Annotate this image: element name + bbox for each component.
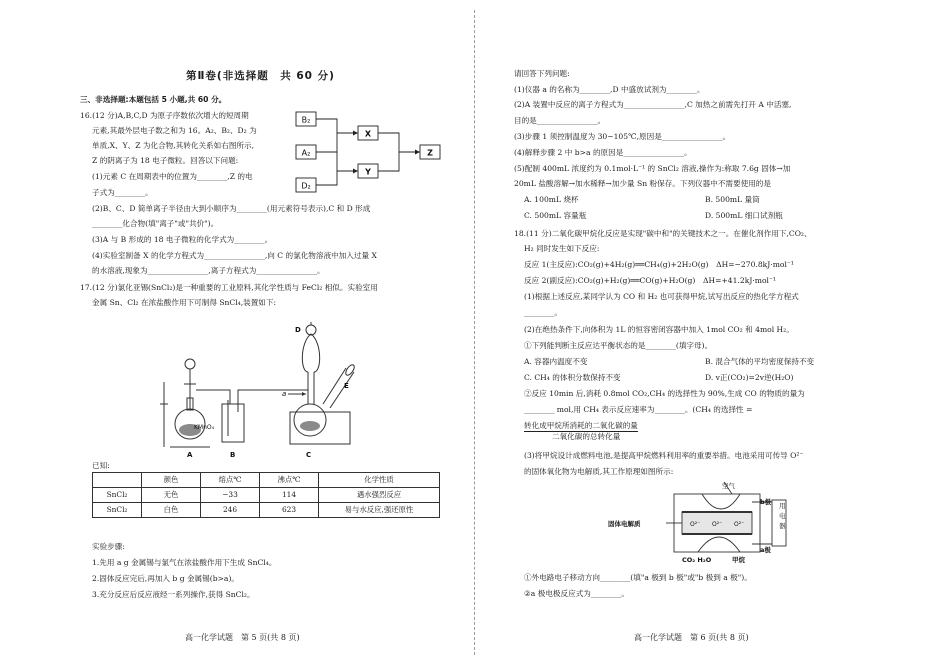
table-header: 沸点℃ bbox=[260, 473, 319, 488]
q17-question-line: 请回答下列问题: bbox=[514, 69, 570, 78]
fuel-cell-diagram bbox=[604, 480, 804, 568]
q16-line: 的水溶液,现象为________________,离子方程式为________________。 bbox=[92, 266, 325, 275]
apparatus-c-label: C bbox=[306, 451, 312, 458]
properties-table bbox=[92, 472, 440, 518]
page-divider bbox=[474, 10, 475, 655]
air-label: 空气 bbox=[722, 482, 735, 490]
table-header: 化学性质 bbox=[319, 473, 440, 488]
q16-line: 16.(12 分)A,B,C,D 为原子序数依次增大的短周期 bbox=[80, 111, 249, 120]
option: C. CH₄ 的体积分数保持不变 bbox=[524, 373, 621, 382]
q18-line: 的固体氧化物为电解质,其工作原理如图所示: bbox=[524, 467, 674, 476]
q18-line: H₂ 同时发生如下反应: bbox=[524, 244, 600, 253]
table-cell: 遇水强烈反应 bbox=[319, 488, 440, 503]
table-cell: −33 bbox=[201, 488, 260, 503]
option: D. 500mL 细口试剂瓶 bbox=[705, 211, 783, 220]
q17-question-line: 目的是________________。 bbox=[514, 116, 606, 125]
q16-line: Z 的阴离子为 18 电子微粒。回答以下问题: bbox=[92, 156, 239, 165]
q17-line: 金属 Sn、Cl₂ 在浓盐酸作用下可制得 SnCl₄,装置如下: bbox=[92, 298, 277, 307]
table-header: 熔点℃ bbox=[201, 473, 260, 488]
section-title: 第Ⅱ卷(非选择题 共 60 分) bbox=[186, 70, 335, 82]
table-cell: 无色 bbox=[142, 488, 201, 503]
table-cell: 246 bbox=[201, 503, 260, 518]
apparatus-a-label: A bbox=[187, 451, 193, 458]
q16-line: 元素,其最外层电子数之和为 16。A₂、B₂、D₂ 为 bbox=[92, 126, 257, 135]
methane-label: 甲烷 bbox=[732, 556, 745, 564]
node-y: Y bbox=[365, 167, 371, 177]
table-cell: SnCl₂ bbox=[93, 488, 142, 503]
option: A. 100mL 烧杯 bbox=[524, 195, 579, 204]
table-cell: 623 bbox=[260, 503, 319, 518]
option: B. 混合气体的平均密度保持不变 bbox=[705, 357, 815, 366]
q18-line: (1)根据上述反应,某同学认为 CO 和 H₂ 也可获得甲烷,试写出反应的热化学方程式 bbox=[524, 292, 799, 301]
instrument-a-label: a bbox=[282, 390, 287, 398]
node-d2: D₂ bbox=[301, 181, 311, 191]
table-header-row bbox=[93, 473, 440, 488]
q18-line: 反应 2(副反应):CO₂(g)+H₂(g)══CO(g)+H₂O(g) ΔH=+41.2kJ·mol⁻¹ bbox=[524, 276, 777, 285]
option: B. 500mL 量筒 bbox=[705, 195, 760, 204]
q18-line: ①外电路电子移动方向________(填"a 极到 b 极"或"b 极到 a 极")。 bbox=[524, 573, 752, 582]
apparatus-e-label: E bbox=[344, 382, 349, 390]
o2-ion-label: O²⁻ bbox=[690, 521, 701, 528]
q17-question-line: 20mL 盐酸溶解→加水稀释→加少量 Sn 粉保存。下列仪器中不需要使用的是 bbox=[514, 179, 771, 188]
table-row bbox=[93, 488, 440, 503]
section-heading: 三、非选择题:本题包括 5 小题,共 60 分。 bbox=[80, 95, 227, 104]
q18-line: ________ mol,用 CH₄ 表示反应速率为________。(CH₄ 的选择性 = bbox=[524, 405, 753, 414]
apparatus-b-label: B bbox=[230, 451, 236, 458]
table-header: 颜色 bbox=[142, 473, 201, 488]
option: A. 容器内温度不变 bbox=[524, 357, 588, 366]
q18-line: ②反应 10min 后,消耗 0.8mol CO₂,CH₄ 的选择性为 90%,生成 CO 的物质的量为 bbox=[524, 389, 805, 398]
kmno4-label: KMnO₄ bbox=[194, 424, 215, 431]
node-z: Z bbox=[427, 148, 433, 158]
q17-question-line: (4)解释步骤 2 中 b>a 的原因是________________。 bbox=[514, 148, 692, 157]
q16-line: 子式为________。 bbox=[92, 188, 153, 197]
step-line: 3.充分反应后反应液经一系列操作,获得 SnCl₂。 bbox=[92, 590, 255, 599]
q16-line: (3)A 与 B 形成的 18 电子微粒的化学式为________。 bbox=[92, 235, 273, 244]
table-cell: 114 bbox=[260, 488, 319, 503]
table-cell: 白色 bbox=[142, 503, 201, 518]
known-label: 已知: bbox=[92, 461, 110, 470]
table-header bbox=[93, 473, 142, 488]
right-footer: 高一化学试题 第 6 页(共 8 页) bbox=[634, 633, 749, 642]
load-label: 用电器 bbox=[779, 502, 786, 530]
q18-line: ________。 bbox=[524, 308, 562, 317]
q18-line: (3)将甲烷设计成燃料电池,是提高甲烷燃料利用率的重要举措。电池采用可传导 O²⁻ bbox=[524, 451, 804, 460]
q17-apparatus-diagram bbox=[160, 312, 370, 458]
q17-question-line: (3)步骤 1 须控制温度为 30~105℃,原因是________________。 bbox=[514, 132, 731, 141]
node-a2: A₂ bbox=[301, 148, 311, 158]
q17-question-line: (2)A 装置中反应的离子方程式为________________,C 加热之前需先打开 A 中活塞, bbox=[514, 100, 792, 109]
fraction-numerator: 转化成甲烷所消耗的二氧化碳的量 bbox=[524, 421, 638, 430]
o2-ion-label: O²⁻ bbox=[712, 521, 723, 528]
q17-line: 17.(12 分)氯化亚锡(SnCl₂)是一种重要的工业原料,其化学性质与 FeCl₂ 相似。实验室用 bbox=[80, 283, 378, 292]
q17-question-line: (1)仪器 a 的名称为________,D 中盛放试剂为________。 bbox=[514, 85, 705, 94]
table-row bbox=[93, 503, 440, 518]
q16-transformation-diagram bbox=[290, 108, 450, 196]
q18-line: ①下列能判断主反应达平衡状态的是________(填字母)。 bbox=[524, 341, 713, 350]
steps-label: 实验步骤: bbox=[92, 542, 125, 551]
apparatus-d-label: D bbox=[295, 326, 301, 334]
a-electrode-label: a极 bbox=[760, 546, 771, 554]
node-x: X bbox=[364, 129, 372, 139]
b-electrode-label: b极 bbox=[760, 498, 772, 506]
step-line: 2.固体反应完后,再加入 b g 金属锡(b>a)。 bbox=[92, 574, 240, 583]
table-cell: 易与水反应,强还原性 bbox=[319, 503, 440, 518]
q16-line: (4)实验室制备 X 的化学方程式为________________,向 C 的氯化物溶液中加入过量 X bbox=[92, 251, 377, 260]
electrolyte-label: 固体电解质 bbox=[608, 520, 641, 528]
fraction-denominator: 二氧化碳的总转化量 bbox=[552, 432, 621, 441]
q17-question-line: (5)配制 400mL 浓度约为 0.1mol·L⁻¹ 的 SnCl₂ 溶液,操作为:称取 7.6g 固体→加 bbox=[514, 164, 791, 173]
step-line: 1.先用 a g 金属锡与氯气在浓盐酸作用下生成 SnCl₄。 bbox=[92, 558, 277, 567]
option: C. 500mL 容量瓶 bbox=[524, 211, 587, 220]
node-b2: B₂ bbox=[301, 115, 311, 125]
o2-ion-label: O²⁻ bbox=[734, 521, 745, 528]
q16-line: ________化合物(填"离子"或"共价")。 bbox=[92, 219, 219, 228]
q18-line: ②a 极电极反应式为________。 bbox=[524, 589, 629, 598]
option: D. v正(CO₂)=2v逆(H₂O) bbox=[705, 373, 794, 382]
q16-line: (1)元素 C 在周期表中的位置为________,Z 的电 bbox=[92, 172, 253, 181]
q16-line: 单质,X、Y、Z 为化合物,其转化关系如右图所示, bbox=[92, 141, 255, 150]
q16-line: (2)B、C、D 简单离子半径由大到小顺序为________(用元素符号表示),C 和 D 形成 bbox=[92, 204, 371, 213]
q18-line: (2)在绝热条件下,向体积为 1L 的恒容密闭容器中加入 1mol CO₂ 和 4mol H₂。 bbox=[524, 325, 794, 334]
q18-line: 18.(11 分)二氧化碳甲烷化反应是实现"碳中和"的关键技术之一。在催化剂作用下,CO₂、 bbox=[514, 229, 812, 238]
q18-line: 反应 1(主反应):CO₂(g)+4H₂(g)══CH₄(g)+2H₂O(g) ΔH=−270.8kJ·mol⁻¹ bbox=[524, 260, 794, 269]
table-cell: SnCl₂ bbox=[93, 503, 142, 518]
left-footer: 高一化学试题 第 5 页(共 8 页) bbox=[185, 633, 300, 642]
products-label: CO₂ H₂O bbox=[682, 556, 712, 564]
